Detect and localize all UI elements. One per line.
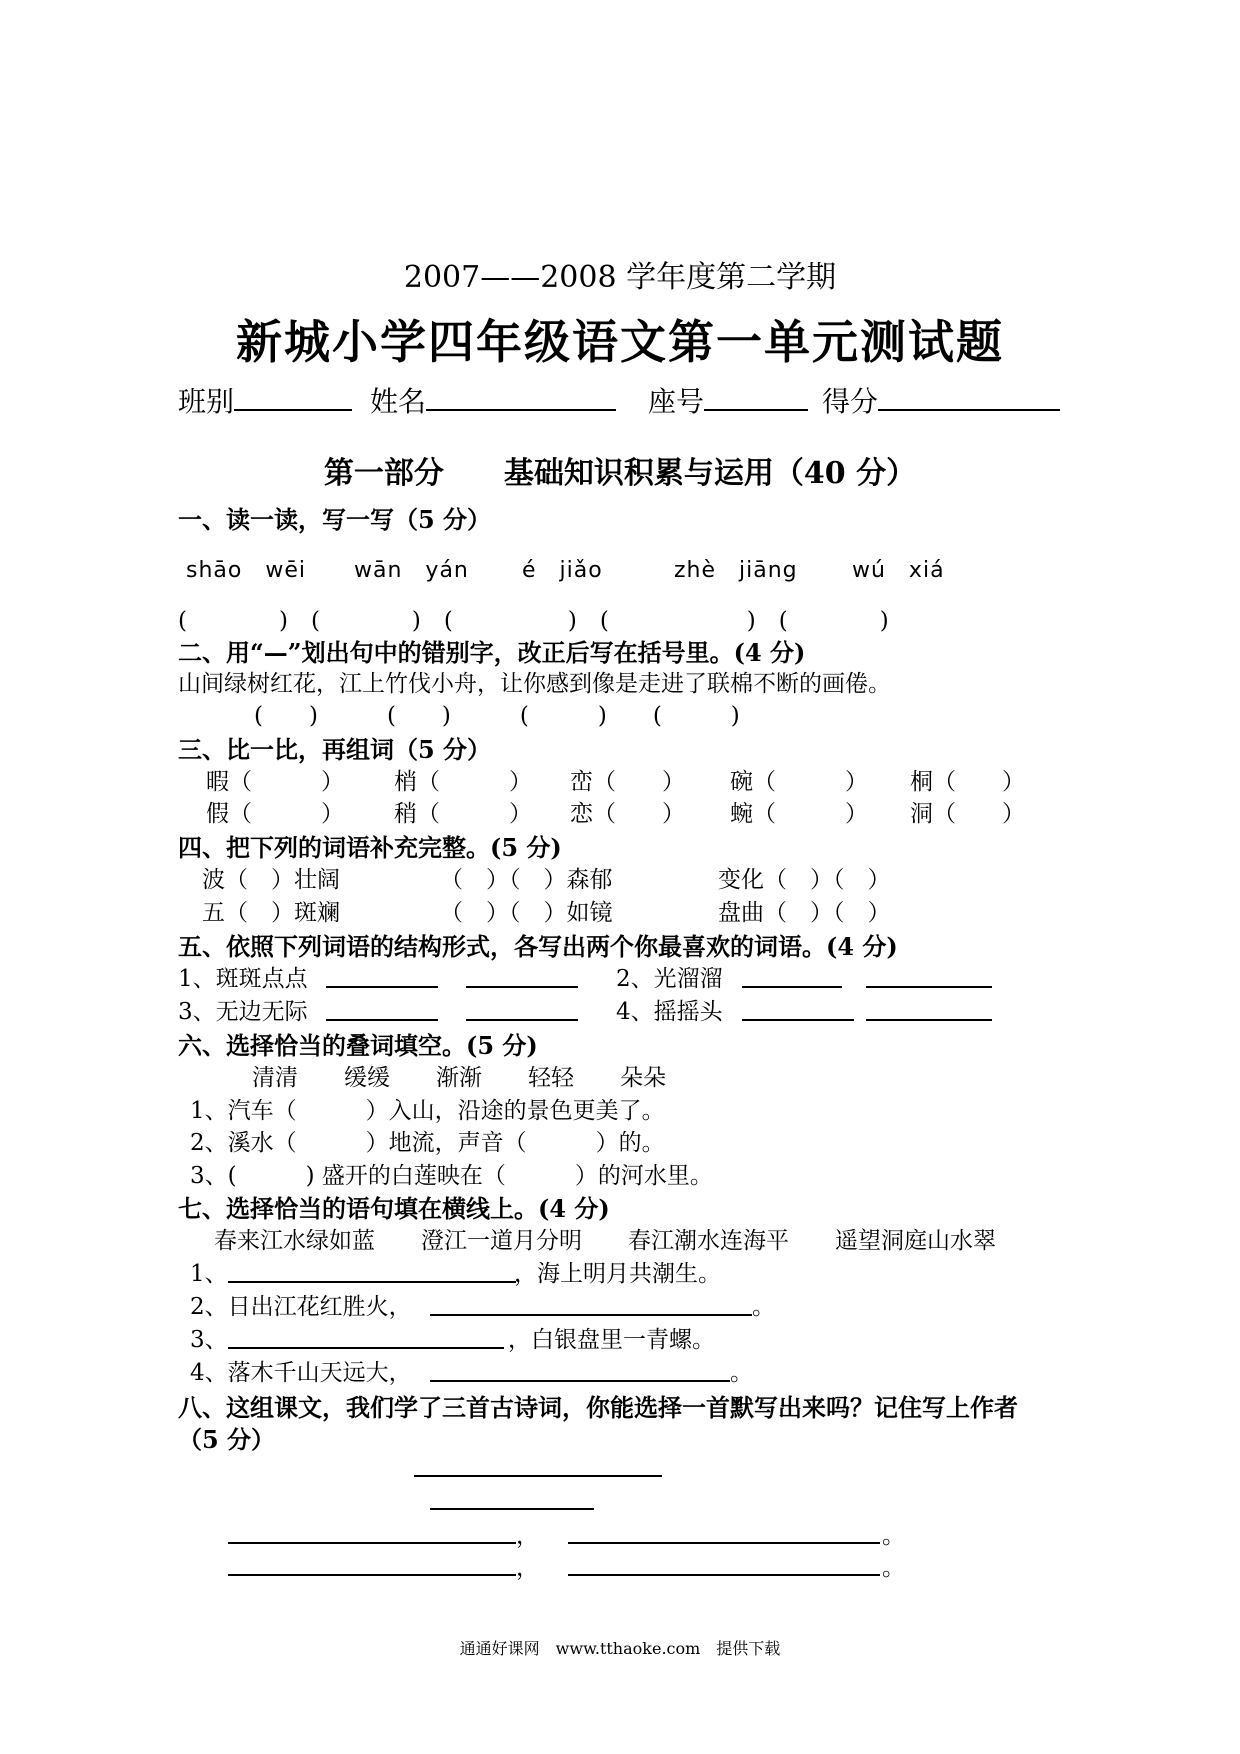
q4-idiom-2b: （ ）（ ）如镜 <box>440 900 613 926</box>
class-blank[interactable] <box>234 387 352 411</box>
name-field <box>370 380 616 420</box>
q2-heading: 二、用“—”划出句中的错别字，改正后写在括号里。(4 分) <box>178 638 806 667</box>
q7-blank-2[interactable] <box>430 1314 752 1316</box>
q5-blank-4a[interactable] <box>742 1019 854 1021</box>
q8-comma-2: ， <box>516 1555 539 1581</box>
q3-word-5b: 洞（ ） <box>910 801 1025 827</box>
q3-word-1b: 假（ ） <box>206 801 344 827</box>
q2-answer-brackets[interactable]: ( ) ( ) ( ) ( ) <box>254 703 740 729</box>
q8-line-2b[interactable] <box>568 1574 880 1576</box>
q7-heading: 七、选择恰当的语句填在横线上。(4 分) <box>178 1194 610 1223</box>
name-label: 姓名 <box>370 385 427 418</box>
q7-line-1-suffix: ，海上明月共潮生。 <box>514 1261 721 1287</box>
score-blank[interactable] <box>878 387 1060 411</box>
q4-idiom-2a: （ ）（ ）森郁 <box>440 867 613 893</box>
q5-blank-3b[interactable] <box>466 1019 578 1021</box>
q3-word-4a: 碗（ ） <box>730 769 868 795</box>
q2-sentence: 山间绿树红花，江上竹伐小舟，让你感到像是走进了联棉不断的画倦。 <box>178 671 891 697</box>
q5-item-3: 3、无边无际 <box>178 999 308 1025</box>
q1-heading: 一、读一读，写一写（5 分） <box>178 505 492 534</box>
q8-line-1b[interactable] <box>568 1542 880 1544</box>
q8-comma-1: ， <box>516 1523 539 1549</box>
q5-blank-4b[interactable] <box>866 1019 992 1021</box>
pinyin-1: shāo wēi <box>186 558 306 583</box>
q5-item-2: 2、光溜溜 <box>616 966 723 992</box>
q3-word-1a: 暇（ ） <box>206 769 344 795</box>
q5-blank-3a[interactable] <box>326 1019 438 1021</box>
pinyin-4: zhè jiāng <box>674 558 798 583</box>
score-field <box>822 380 1060 420</box>
q7-line-2-prefix: 2、日出江花红胜火， <box>190 1294 412 1320</box>
q3-word-4b: 蜿（ ） <box>730 801 868 827</box>
q7-options: 春来江水绿如蓝 澄江一道月分明 春江潮水连海平 遥望洞庭山水翠 <box>214 1228 996 1254</box>
name-blank[interactable] <box>426 387 616 411</box>
q5-blank-1b[interactable] <box>466 986 578 988</box>
q5-heading: 五、依照下列词语的结构形式，各写出两个你最喜欢的词语。(4 分) <box>178 932 898 961</box>
q1-answer-brackets[interactable]: ( ) ( ) ( ) ( ) ( ) <box>178 608 889 634</box>
q8-line-2a[interactable] <box>228 1574 516 1576</box>
q8-period-1: 。 <box>882 1523 905 1549</box>
q5-blank-1a[interactable] <box>326 986 438 988</box>
q5-item-4: 4、摇摇头 <box>616 999 723 1025</box>
q5-blank-2a[interactable] <box>742 986 842 988</box>
q7-line-4-prefix: 4、落木千山天远大， <box>190 1360 412 1386</box>
exam-title: 新城小学四年级语文第一单元测试题 <box>236 315 1004 369</box>
class-label: 班别 <box>178 385 235 418</box>
q7-blank-1[interactable] <box>228 1281 516 1283</box>
school-year: 2007——2008 学年度第二学期 <box>403 260 837 295</box>
q4-idiom-3b: 盘曲（ ）（ ） <box>718 900 891 926</box>
pinyin-5: wú xiá <box>852 558 945 583</box>
q6-sentence-2: 2、溪水（ ）地流，声音（ ）的。 <box>190 1130 665 1156</box>
q8-author-blank[interactable] <box>430 1508 594 1510</box>
q5-item-1: 1、斑斑点点 <box>178 966 308 992</box>
q4-heading: 四、把下列的词语补充完整。(5 分) <box>178 833 562 862</box>
q3-word-2a: 梢（ ） <box>394 769 532 795</box>
q8-period-2: 。 <box>882 1555 905 1581</box>
q4-idiom-1b: 五（ ）斑斓 <box>202 900 340 926</box>
q7-line-3-suffix: ，白银盘里一青螺。 <box>508 1327 715 1353</box>
seat-blank[interactable] <box>704 387 808 411</box>
q8-heading: 八、这组课文，我们学了三首古诗词，你能选择一首默写出来吗？记住写上作者 <box>178 1393 1018 1422</box>
q6-heading: 六、选择恰当的叠词填空。(5 分) <box>178 1031 538 1060</box>
q7-blank-4[interactable] <box>430 1380 730 1382</box>
q8-line-1a[interactable] <box>228 1542 516 1544</box>
q7-line-1-prefix: 1、 <box>190 1261 228 1287</box>
q4-idiom-3a: 变化（ ）（ ） <box>718 867 891 893</box>
q6-sentence-3: 3、( ) 盛开的白莲映在（ ）的河水里。 <box>190 1163 713 1189</box>
pinyin-3: é jiǎo <box>522 558 603 583</box>
q6-sentence-1: 1、汽车（ ）入山，沿途的景色更美了。 <box>190 1098 665 1124</box>
seat-label: 座号 <box>648 385 705 418</box>
score-label: 得分 <box>822 385 879 418</box>
q7-blank-3[interactable] <box>228 1347 504 1349</box>
q3-heading: 三、比一比，再组词（5 分） <box>178 735 492 764</box>
q5-blank-2b[interactable] <box>866 986 992 988</box>
class-field <box>178 380 352 420</box>
footer-source: 通通好课网 www.tthaoke.com 提供下载 <box>459 1639 781 1658</box>
q6-word-bank: 清清 缓缓 渐渐 轻轻 朵朵 <box>252 1065 666 1091</box>
q7-line-2-suffix: 。 <box>752 1294 775 1320</box>
q8-poem-title-blank[interactable] <box>414 1475 662 1477</box>
q3-word-5a: 桐（ ） <box>910 769 1025 795</box>
q3-word-2b: 稍（ ） <box>394 801 532 827</box>
seat-field <box>648 380 808 420</box>
q8-heading-score: （5 分） <box>178 1425 276 1454</box>
q3-word-3a: 峦（ ） <box>570 769 685 795</box>
q3-word-3b: 恋（ ） <box>570 801 685 827</box>
q7-line-4-suffix: 。 <box>730 1360 753 1386</box>
part-one-title: 第一部分 基础知识积累与运用（40 分） <box>323 456 917 491</box>
pinyin-2: wān yán <box>354 558 469 583</box>
q7-line-3-prefix: 3、 <box>190 1327 228 1353</box>
q4-idiom-1a: 波（ ）壮阔 <box>202 867 340 893</box>
